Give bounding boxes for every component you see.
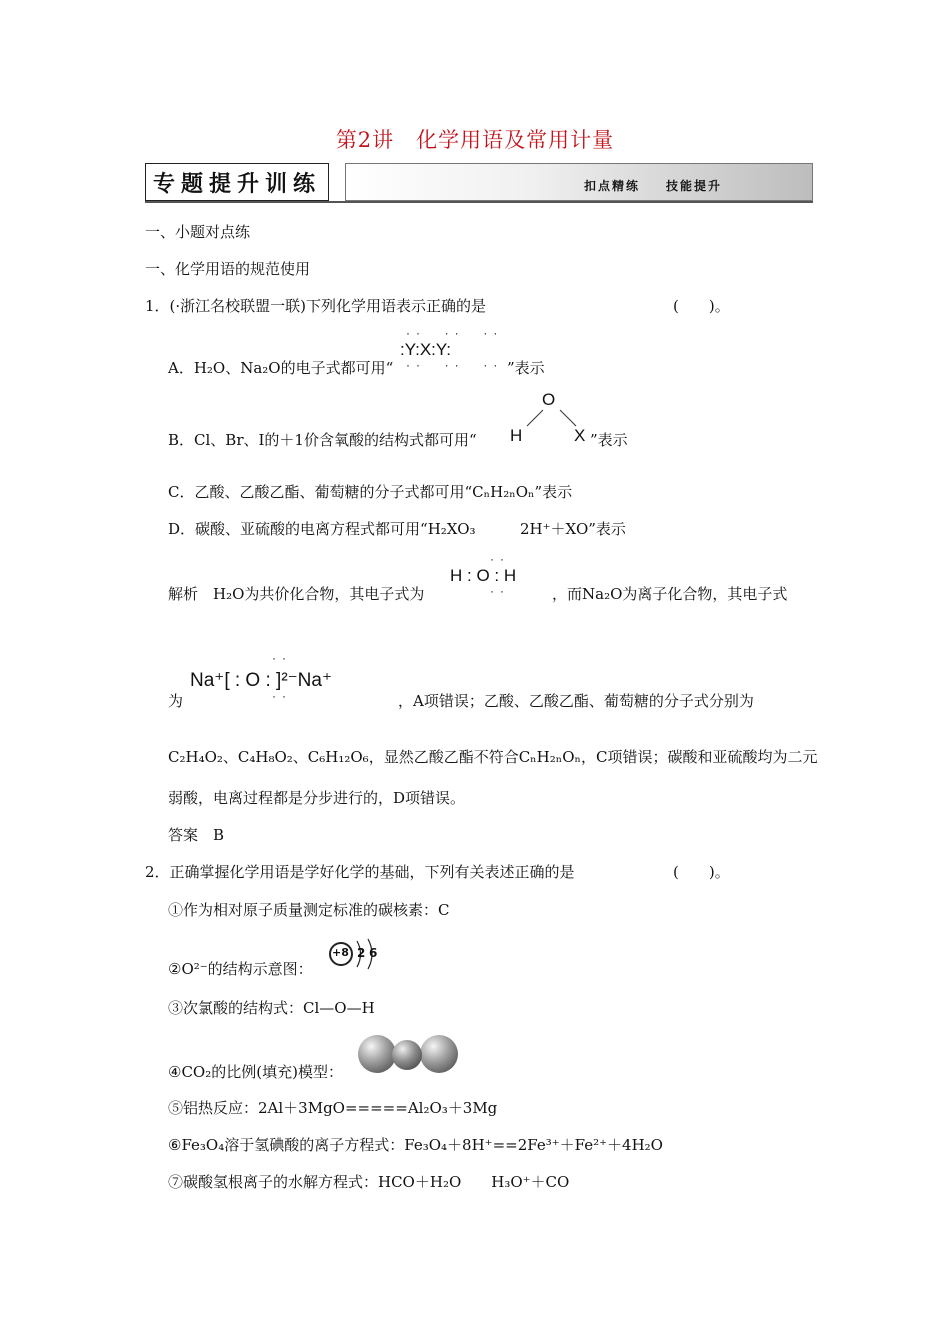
oxide-ion-structure-diagram	[326, 935, 386, 975]
analysis-line-1a: 解析 H₂O为共价化合物，其电子式为	[168, 585, 425, 603]
question-2-answer-blank: ( )。	[673, 863, 730, 881]
analysis-line-3: C₂H₄O₂、C₄H₈O₂、C₆H₁₂O₆，显然乙酸乙酯不符合CₙH₂ₙOₙ，C项错误；碳酸和亚硫酸均为二元	[168, 748, 818, 766]
banner-rule	[145, 201, 813, 203]
option-b-structure	[508, 388, 598, 450]
option-b-suffix: ”表示	[590, 431, 628, 449]
item-4: ④CO₂的比例(填充)模型：	[168, 1063, 343, 1081]
analysis-line-1b: ，而Na₂O为离子化合物，其电子式	[552, 585, 788, 603]
option-d-suffix: 2H⁺＋XO”表示	[520, 520, 626, 538]
section-heading: 一、小题对点练	[145, 223, 251, 241]
item-3: ③次氯酸的结构式：Cl—O—H	[168, 999, 375, 1017]
banner-tag-b: 技能提升	[666, 179, 723, 193]
option-b-h: H	[510, 426, 523, 445]
item-7: ⑦碳酸氢根离子的水解方程式：HCO＋H₂O H₃O⁺＋CO	[168, 1173, 570, 1191]
banner-strip	[345, 163, 813, 201]
option-a-prefix: A．H₂O、Na₂O的电子式都可用“	[168, 359, 394, 377]
water-lewis-structure: ·· H : O : H ··	[450, 552, 517, 598]
option-a-lewis-structure: ·· ·· ·· :Y:X:Y: ·· ·· ··	[400, 326, 504, 372]
shell-2-count: 6	[369, 946, 378, 960]
question-1-stem: 1．(·浙江名校联盟一联)下列化学用语表示正确的是	[145, 297, 487, 315]
option-c: C．乙酸、乙酸乙酯、葡萄糖的分子式都可用“CₙH₂ₙOₙ”表示	[168, 483, 573, 501]
na2o-lewis-structure: ·· Na⁺[ : O : ]²⁻Na⁺ ··	[190, 651, 332, 703]
co2-space-filling-model	[358, 1034, 458, 1076]
banner-tag-a: 扣点精练	[584, 179, 641, 193]
banner-label: 专题提升训练	[145, 163, 329, 201]
oxygen-atom-left	[358, 1035, 396, 1073]
option-a-suffix: ”表示	[507, 359, 545, 377]
question-1-answer-blank: ( )。	[673, 297, 730, 315]
item-1: ①作为相对原子质量测定标准的碳核素：C	[168, 901, 450, 919]
analysis-line-4: 弱酸，电离过程都是分步进行的，D项错误。	[168, 789, 466, 807]
question-2-stem: 2．正确掌握化学用语是学好化学的基础，下列有关表述正确的是	[145, 863, 575, 881]
item-2: ②O²⁻的结构示意图：	[168, 960, 313, 978]
analysis-line-2b: ，A项错误；乙酸、乙酸乙酯、葡萄糖的分子式分别为	[398, 692, 754, 710]
analysis-line-2a: 为	[168, 692, 184, 710]
answer-line: 答案 B	[168, 826, 225, 844]
option-b-prefix: B．Cl、Br、I的＋1价含氧酸的结构式都可用“	[168, 431, 477, 449]
oxygen-atom-right	[420, 1035, 458, 1073]
subsection-heading: 一、化学用语的规范使用	[145, 260, 311, 278]
item-6: ⑥Fe₃O₄溶于氢碘酸的离子方程式：Fe₃O₄＋8H⁺==2Fe³⁺＋Fe²⁺＋4H₂O	[168, 1136, 663, 1154]
nucleus-label: +8	[332, 946, 349, 959]
option-b-x: X	[574, 426, 586, 445]
option-b-o: O	[542, 390, 556, 409]
section-banner	[145, 163, 813, 203]
shell-1-count: 2	[357, 946, 366, 960]
carbon-atom	[392, 1040, 422, 1070]
item-5: ⑤铝热反应：2Al＋3MgO=====Al₂O₃＋3Mg	[168, 1099, 498, 1117]
option-d-prefix: D．碳酸、亚硫酸的电离方程式都可用“H₂XO₃	[168, 520, 476, 538]
page-title: 第2讲 化学用语及常用计量	[335, 128, 615, 152]
